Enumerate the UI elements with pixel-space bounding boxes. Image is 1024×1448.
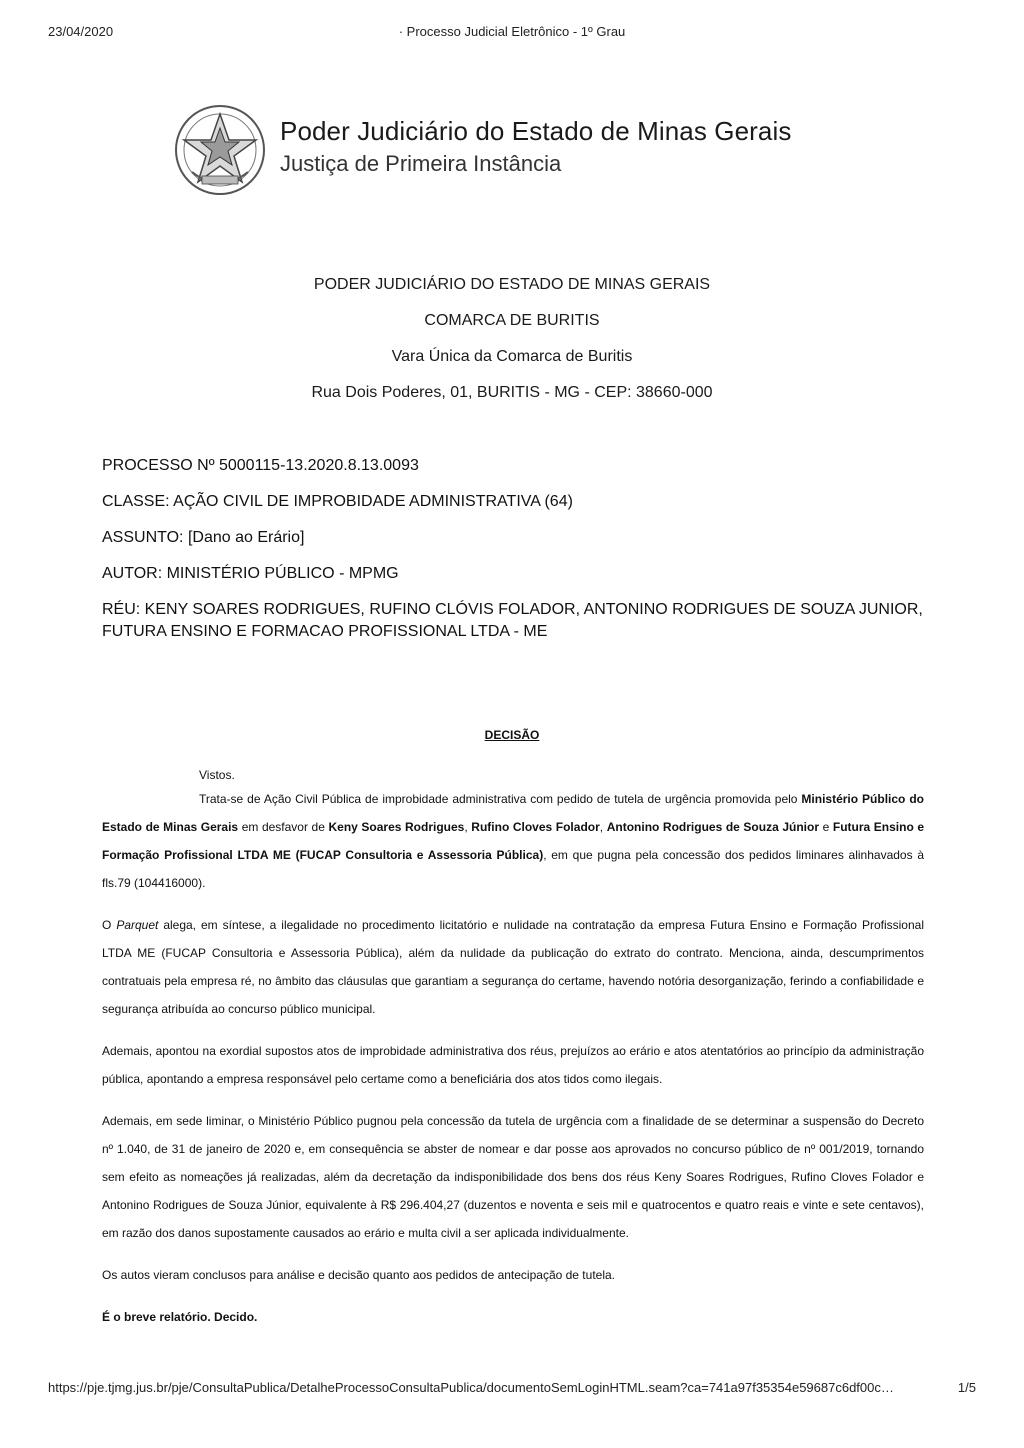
court-block — [100, 272, 924, 416]
p1-text-a: Trata-se de Ação Civil Pública de improbidade administrativa com pedido de tutela de urgência promovida pelo — [199, 792, 802, 806]
paragraph-3: Ademais, apontou na exordial supostos atos de improbidade administrativa dos réus, prejuízos ao erário e atos atentatórios ao princípio da administração pública, apontando a empresa responsável pelo certame como a beneficiária dos atos tidos como ilegais. — [102, 1044, 924, 1086]
decision-title: DECISÃO — [484, 728, 540, 742]
p2-text-c: alega, em síntese, a ilegalidade no procedimento licitatório e nulidade na contratação da empresa Futura Ensino e Formação Profissional LTDA ME (FUCAP Consultoria e Assessoria Pública), além da nulidade da publicação do extrato do contrato. Menciona, ainda, descumprimentos contratuais pela empresa ré, no âmbito das cláusulas que garantiam a segurança do certame, havendo notória desorganização, ferindo a confiabilidade e segurança atribuída ao concurso público municipal. — [102, 918, 924, 1016]
print-header — [48, 24, 976, 44]
p1-bold-futura: Futura Ensino e Formação Profissional LTDA ME (FUCAP Consultoria e Assessoria Pública) — [102, 820, 925, 862]
case-info — [102, 455, 926, 657]
paragraph-6: É o breve relatório. Decido. — [102, 1310, 258, 1324]
p1-bold-antonino: Antonino Rodrigues de Souza Júnior — [606, 820, 820, 834]
paragraph-5: Os autos vieram conclusos para análise e decisão quanto aos pedidos de antecipação de tutela. — [102, 1268, 615, 1282]
case-subject: ASSUNTO: [Dano ao Erário] — [102, 529, 305, 546]
letterhead-title: Poder Judiciário do Estado de Minas Gerais — [280, 116, 792, 146]
letterhead-subtitle: Justiça de Primeira Instância — [280, 151, 562, 176]
case-class: CLASSE: AÇÃO CIVIL DE IMPROBIDADE ADMINISTRATIVA (64) — [102, 493, 573, 510]
p2-text-a: O — [102, 918, 117, 932]
paragraph-2 — [102, 911, 924, 1023]
page-number: 1/5 — [957, 1380, 976, 1395]
case-number: PROCESSO Nº 5000115-13.2020.8.13.0093 — [102, 457, 419, 474]
p1-text-e: , — [464, 820, 472, 834]
p1-bold-rufino: Rufino Cloves Folador — [471, 820, 600, 834]
p1-bold-mp: Ministério Público do Estado de Minas Gerais — [102, 792, 924, 834]
p1-text-i: e — [819, 820, 833, 834]
document-url: https://pje.tjmg.jus.br/pje/ConsultaPublica/DetalheProcessoConsultaPublica/documentoSemLoginHTML.seam?ca=741a97f35354e59687c6df00c… — [48, 1380, 894, 1395]
p1-text-c: em desfavor de — [238, 820, 329, 834]
p1-text-k: , em que pugna pela concessão dos pedidos liminares alinhavados à fls.79 (104416000). — [102, 848, 924, 890]
decision-body — [102, 767, 924, 1345]
court-line-4: Rua Dois Poderes, 01, BURITIS - MG - CEP: 38660-000 — [311, 384, 713, 401]
case-defendants: RÉU: KENY SOARES RODRIGUES, RUFINO CLÓVIS FOLADOR, ANTONINO RODRIGUES DE SOUZA JUNIOR, FUTURA ENSINO E FORMACAO PROFISSIONAL LTDA - ME — [102, 601, 923, 640]
print-title: · Processo Judicial Eletrônico - 1º Grau — [398, 24, 626, 39]
state-seal-icon — [172, 102, 272, 198]
print-date: 23/04/2020 — [48, 24, 114, 39]
vistos: Vistos. — [199, 768, 235, 782]
paragraph-4: Ademais, em sede liminar, o Ministério Público pugnou pela concessão da tutela de urgência com a finalidade de se determinar a suspensão do Decreto nº 1.040, de 31 de janeiro de 2020 e, em consequência se abster de nomear e dar posse aos aprovados no concurso público de nº 001/2019, tornando sem efeito as nomeações já realizadas, além da decretação da indisponibilidade dos bens dos réus Keny Soares Rodrigues, Rufino Cloves Folador e Antonino Rodrigues de Souza Júnior, equivalente à R$ 296.404,27 (duzentos e noventa e seis mil e quatrocentos e quatro reais e vinte e sete centavos), em razão dos danos supostamente causados ao erário e multa civil a ser aplicada individualmente. — [102, 1114, 924, 1240]
p2-italic-parquet: Parquet — [116, 918, 159, 932]
court-line-3: Vara Única da Comarca de Buritis — [391, 348, 633, 365]
court-line-1: PODER JUDICIÁRIO DO ESTADO DE MINAS GERAIS — [313, 276, 711, 293]
paragraph-1 — [102, 785, 924, 897]
court-line-2: COMARCA DE BURITIS — [424, 312, 600, 329]
case-author: AUTOR: MINISTÉRIO PÚBLICO - MPMG — [102, 565, 399, 582]
p1-text-g: , — [599, 820, 607, 834]
p1-bold-keny: Keny Soares Rodrigues — [328, 820, 465, 834]
print-footer — [48, 1380, 976, 1400]
letterhead — [172, 102, 832, 200]
